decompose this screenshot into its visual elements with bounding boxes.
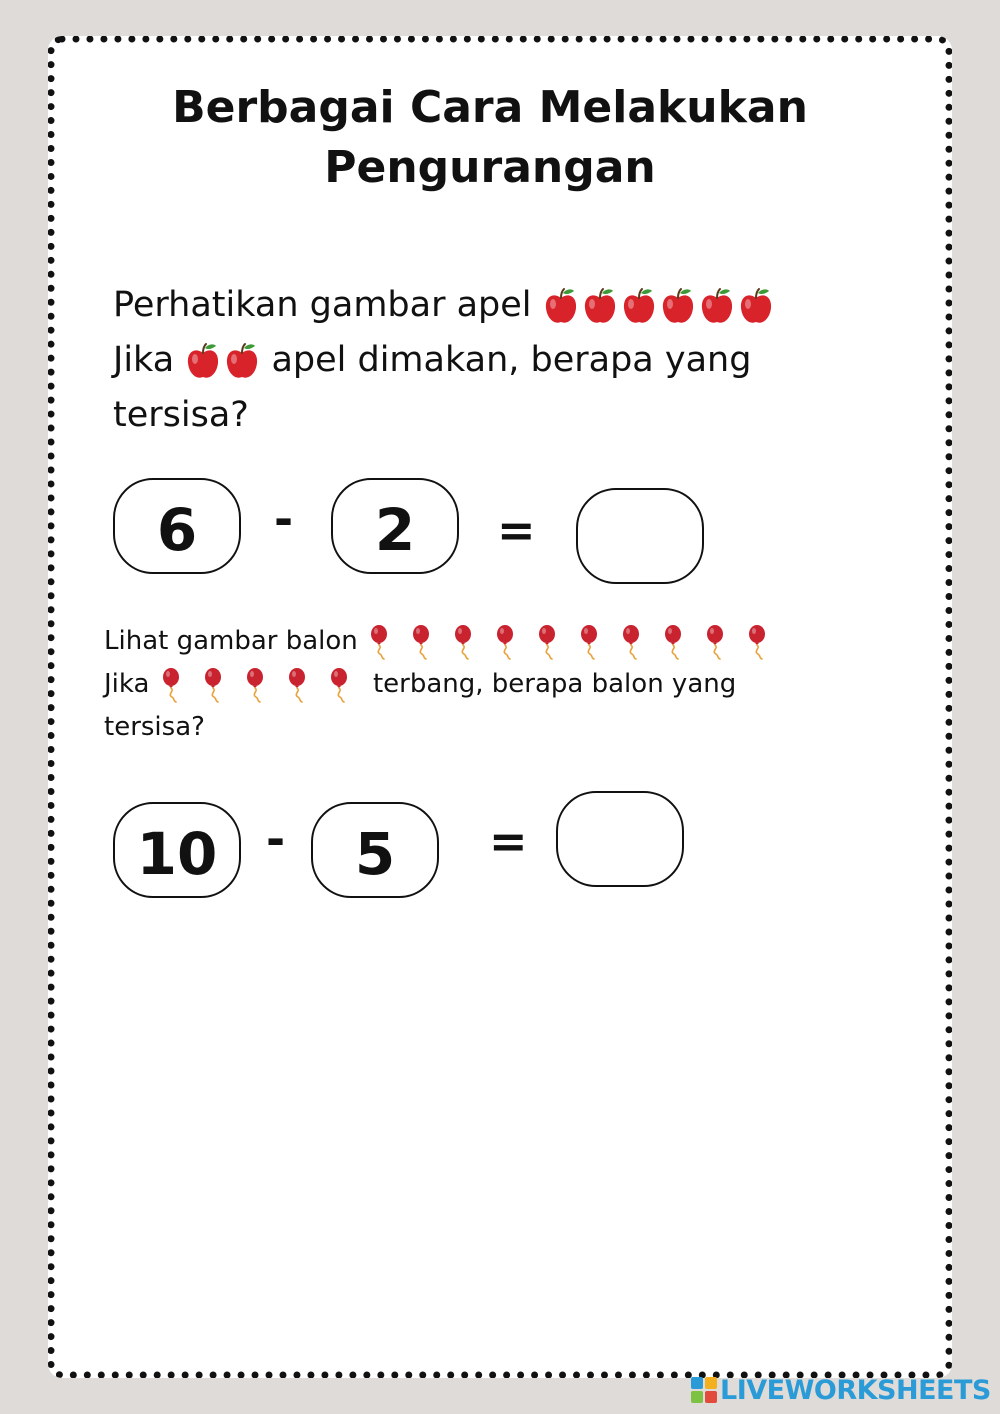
balloon-icon — [366, 624, 394, 660]
balloon-icon — [618, 624, 646, 660]
apple-group-eaten — [185, 341, 260, 381]
question-1-text — [113, 278, 893, 443]
apple-group-total — [543, 286, 774, 326]
balloon-icon — [284, 667, 312, 703]
question-2-line-2 — [104, 663, 884, 706]
balloon-icon — [200, 667, 228, 703]
liveworksheets-brand[interactable] — [691, 1373, 991, 1407]
apple-icon — [699, 286, 735, 326]
equation-1-subtrahend: 2 — [374, 496, 416, 564]
liveworksheets-logo-icon — [691, 1377, 717, 1403]
apple-icon — [582, 286, 618, 326]
balloon-icon — [534, 624, 562, 660]
title-line-1: Berbagai Cara Melakukan — [172, 82, 808, 133]
balloon-icon — [326, 667, 354, 703]
balloon-icon — [450, 624, 478, 660]
question-1-line-2 — [113, 333, 893, 388]
equation-2-minuend-box — [113, 802, 241, 898]
question-1-condition: apel dimakan, berapa yang — [271, 340, 752, 380]
equation-2-subtrahend: 5 — [354, 820, 396, 888]
worksheet-title — [100, 78, 880, 198]
balloon-group-total — [366, 624, 783, 660]
apple-icon — [660, 286, 696, 326]
liveworksheets-wordmark: LIVEWORKSHEETS — [720, 1374, 991, 1406]
question-2-intro: Lihat gambar balon — [104, 626, 358, 656]
equation-2-subtrahend-box — [311, 802, 439, 898]
equation-2-answer-box[interactable] — [556, 791, 684, 887]
equation-1-subtrahend-box — [331, 478, 459, 574]
apple-icon — [224, 341, 260, 381]
apple-icon — [543, 286, 579, 326]
question-1-if: Jika — [113, 340, 175, 380]
apple-icon — [738, 286, 774, 326]
question-2-condition: terbang, berapa balon yang — [372, 669, 737, 699]
question-1-intro: Perhatikan gambar apel — [113, 285, 532, 325]
question-1-line-3: tersisa? — [113, 395, 249, 435]
equation-1-minuend: 6 — [156, 496, 198, 564]
equation-1-equals-sign: = — [497, 503, 536, 557]
equation-2-minuend: 10 — [136, 820, 218, 888]
equation-1-answer-box[interactable] — [576, 488, 704, 584]
equation-1-minuend-box — [113, 478, 241, 574]
equation-1-minus-sign: - — [274, 492, 294, 546]
balloon-icon — [744, 624, 772, 660]
balloon-icon — [492, 624, 520, 660]
question-2-if: Jika — [104, 669, 150, 699]
question-1-line-1 — [113, 278, 893, 333]
question-2-line-1 — [104, 620, 884, 663]
question-2-line-3: tersisa? — [104, 712, 205, 742]
balloon-icon — [242, 667, 270, 703]
equation-2-minus-sign: - — [266, 812, 286, 866]
balloon-icon — [660, 624, 688, 660]
balloon-icon — [702, 624, 730, 660]
question-2-text — [104, 620, 884, 749]
balloon-group-flown — [158, 667, 365, 703]
title-line-2: Pengurangan — [324, 142, 656, 193]
equation-2-equals-sign: = — [489, 814, 528, 868]
balloon-icon — [576, 624, 604, 660]
balloon-icon — [158, 667, 186, 703]
balloon-icon — [408, 624, 436, 660]
apple-icon — [621, 286, 657, 326]
apple-icon — [185, 341, 221, 381]
